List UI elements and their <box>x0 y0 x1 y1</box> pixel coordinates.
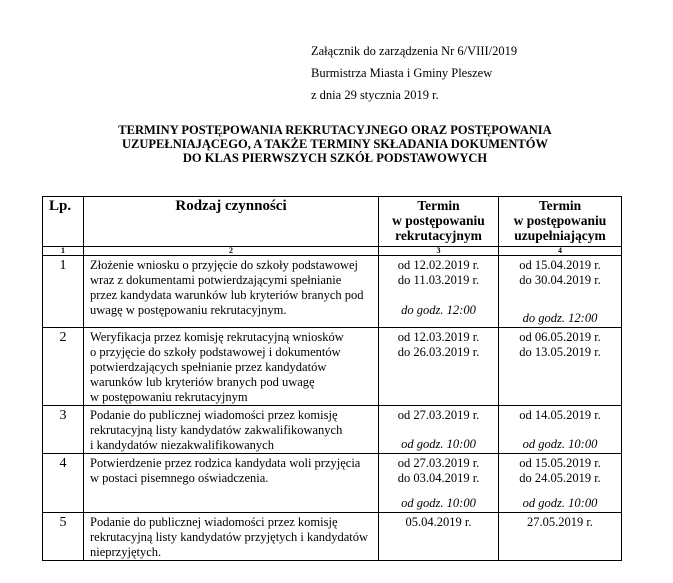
column-number-row <box>43 247 622 256</box>
row-number: 4 <box>43 454 84 513</box>
row-supplementary-term <box>499 454 622 513</box>
row-supplementary-term <box>499 256 622 328</box>
date-from: od 15.05.2019 r. <box>519 456 601 470</box>
header-recruitment-l1: Termin <box>417 198 460 213</box>
header-lp: Lp. <box>43 197 84 247</box>
header-recruitment-l2: w postępowaniu <box>392 213 485 228</box>
date-from: od 12.03.2019 r. <box>397 330 480 344</box>
activity-line: Podanie do publicznej wiadomości przez komisję <box>90 408 338 422</box>
activity-line: uwagę w postępowaniu rekrutacyjnym. <box>90 303 287 317</box>
header-supplementary-term <box>499 197 622 247</box>
title-line-1: TERMINY POSTĘPOWANIA REKRUTACYJNEGO ORAZ POSTĘPOWANIA <box>118 123 552 137</box>
row-number: 5 <box>43 513 84 561</box>
activity-line: potwierdzających spełnianie przez kandydatów <box>90 360 327 374</box>
activity-line: Złożenie wniosku o przyjęcie do szkoły podstawowej <box>90 258 358 272</box>
date-from: od 14.05.2019 r. <box>519 408 601 422</box>
row-number: 2 <box>43 328 84 406</box>
table-row <box>43 328 622 406</box>
column-number: 2 <box>84 247 379 256</box>
activity-line: wraz z dokumentami potwierdzającymi spełnianie <box>90 273 342 287</box>
row-supplementary-term <box>499 406 622 454</box>
activity-line: i kandydatów niezakwalifikowanych <box>90 438 274 452</box>
start-time: od godz. 10:00 <box>522 496 598 510</box>
title-line-2: UZUPEŁNIAJĄCEGO, A TAKŻE TERMINY SKŁADANIA DOKUMENTÓW <box>122 137 548 151</box>
activity-line: Weryfikacja przez komisję rekrutacyjną wniosków <box>90 330 344 344</box>
header-activity: Rodzaj czynności <box>84 197 379 247</box>
row-supplementary-term <box>499 328 622 406</box>
row-recruitment-term <box>379 513 499 561</box>
annex-line-issuer: Burmistrza Miasta i Gminy Pleszew <box>311 66 493 80</box>
date-from: od 12.02.2019 r. <box>397 258 480 272</box>
row-activity <box>84 454 379 513</box>
row-activity <box>84 406 379 454</box>
activity-line: Podanie do publicznej wiadomości przez komisję <box>90 515 338 529</box>
date-to: do 30.04.2019 r. <box>519 273 601 287</box>
header-supplementary-l1: Termin <box>538 198 582 213</box>
row-activity <box>84 256 379 328</box>
activity-line: warunków lub kryteriów branych pod uwagę <box>90 375 315 389</box>
start-time: od godz. 10:00 <box>401 496 476 510</box>
date-to: do 26.03.2019 r. <box>397 345 480 359</box>
row-supplementary-term <box>499 513 622 561</box>
date-to: do 13.05.2019 r. <box>519 345 601 359</box>
activity-line: przez kandydata warunków lub kryteriów branych pod <box>90 288 364 302</box>
row-number: 3 <box>43 406 84 454</box>
row-recruitment-term <box>379 454 499 513</box>
title-line-3: DO KLAS PIERWSZYCH SZKÓŁ PODSTAWOWYCH <box>182 151 488 165</box>
date-from: od 27.03.2019 r. <box>397 408 480 422</box>
date-to: do 03.04.2019 r. <box>397 471 480 485</box>
date: 05.04.2019 r. <box>405 515 472 529</box>
date-from: od 06.05.2019 r. <box>519 330 601 344</box>
date-from: od 15.04.2019 r. <box>519 258 601 272</box>
row-activity <box>84 513 379 561</box>
header-supplementary-l2: w postępowaniu <box>513 213 607 228</box>
start-time: od godz. 10:00 <box>401 437 476 451</box>
table-row <box>43 513 622 561</box>
date: 27.05.2019 r. <box>527 515 593 529</box>
table-row <box>43 256 622 328</box>
date-to: do 24.05.2019 r. <box>519 471 601 485</box>
activity-line: w postępowaniu rekrutacyjnym <box>90 390 248 404</box>
date-to: do 11.03.2019 r. <box>397 273 480 287</box>
annex-line-date: z dnia 29 stycznia 2019 r. <box>311 88 439 102</box>
date-from: od 27.03.2019 r. <box>397 456 480 470</box>
column-number: 1 <box>43 247 84 256</box>
activity-line: rekrutacyjną listy kandydatów zakwalifikowanych <box>90 423 343 437</box>
row-activity <box>84 328 379 406</box>
header-supplementary-l3: uzupełniającym <box>514 228 606 243</box>
row-recruitment-term <box>379 406 499 454</box>
header-recruitment-l3: rekrutacyjnym <box>395 228 482 243</box>
table-row <box>43 406 622 454</box>
column-number: 4 <box>499 247 622 256</box>
activity-line: nieprzyjętych. <box>90 545 162 559</box>
activity-line: w postaci pisemnego oświadczenia. <box>90 471 269 485</box>
row-recruitment-term <box>379 256 499 328</box>
column-number: 3 <box>379 247 499 256</box>
start-time: od godz. 10:00 <box>522 437 598 451</box>
deadline-time: do godz. 12:00 <box>401 303 476 317</box>
row-recruitment-term <box>379 328 499 406</box>
activity-line: Potwierdzenie przez rodzica kandydata woli przyjęcia <box>90 456 361 470</box>
table-header-row <box>43 197 622 247</box>
activity-line: rekrutacyjną listy kandydatów przyjętych i kandydatów <box>90 530 369 544</box>
table-row <box>43 454 622 513</box>
document-title <box>70 123 600 165</box>
header-recruitment-term <box>379 197 499 247</box>
annex-header <box>311 40 517 106</box>
schedule-table <box>42 196 622 561</box>
annex-line-regulation: Załącznik do zarządzenia Nr 6/VIII/2019 <box>311 44 518 58</box>
row-number: 1 <box>43 256 84 328</box>
deadline-time: do godz. 12:00 <box>522 311 598 325</box>
activity-line: o przyjęcie do szkoły podstawowej i dokumentów <box>90 345 341 359</box>
